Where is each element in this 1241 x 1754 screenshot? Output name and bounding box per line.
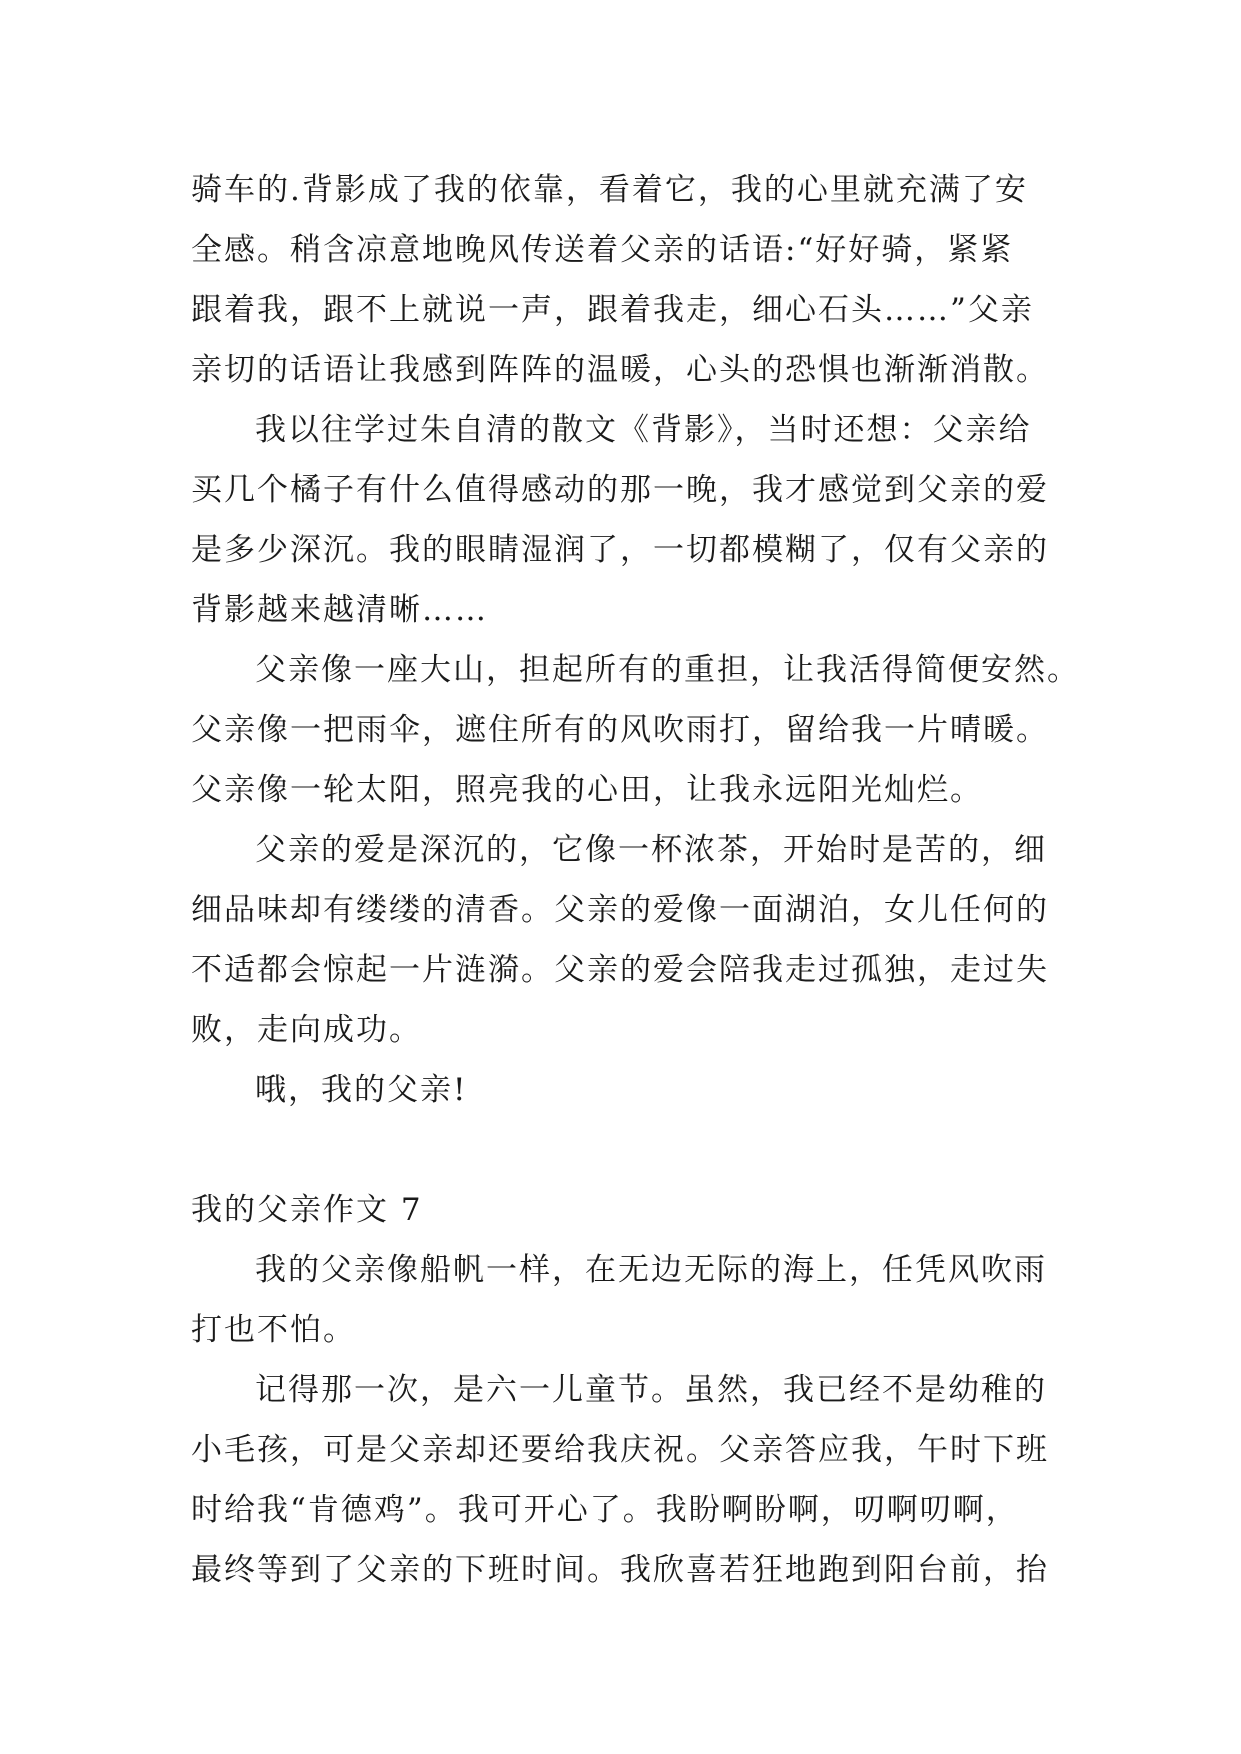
text-line: 父亲像一轮太阳，照亮我的心田，让我永远阳光灿烂。: [191, 772, 983, 808]
text-line: 父亲像一把雨伞，遮住所有的风吹雨打，留给我一片晴暖。: [191, 712, 1049, 748]
text-line: 全感。稍含凉意地晚风传送着父亲的话语:“好好骑，紧紧: [191, 232, 1014, 268]
text-line: 时给我“肯德鸡”。我可开心了。我盼啊盼啊，叨啊叨啊，: [191, 1492, 1019, 1528]
paragraph-beiying: [191, 400, 1061, 640]
text-line: 最终等到了父亲的下班时间。我欣喜若狂地跑到阳台前，抬: [191, 1552, 1049, 1588]
text-line: 细品味却有缕缕的清香。父亲的爱像一面湖泊，女儿任何的: [191, 892, 1049, 928]
text-line: 父亲的爱是深沉的，它像一杯浓茶，开始时是苦的，细: [255, 832, 1047, 868]
text-line: 父亲像一座大山，担起所有的重担，让我活得简便安然。: [255, 652, 1080, 688]
text-line: 我以往学过朱自清的散文《背影》，当时还想：父亲给: [255, 412, 1032, 448]
text-line: 亲切的话语让我感到阵阵的温暖，心头的恐惧也渐渐消散。: [191, 352, 1049, 388]
paragraph-father-like: [191, 640, 1080, 820]
paragraph-father-love: [191, 820, 1061, 1060]
text-line: 败，走向成功。: [191, 1012, 422, 1048]
text-line: 背影越来越清晰……: [191, 592, 488, 628]
paragraph-sail: [191, 1240, 1061, 1360]
text-line: 打也不怕。: [191, 1312, 356, 1348]
paragraph-continued: [191, 160, 1061, 400]
paragraph-exclamation: [191, 1060, 1061, 1120]
paragraph-childrens-day: [191, 1360, 1061, 1600]
text-line: 跟着我，跟不上就说一声，跟着我走，细心石头……”父亲: [191, 292, 1034, 328]
text-line: 记得那一次，是六一儿童节。虽然，我已经不是幼稚的: [255, 1372, 1047, 1408]
text-line: 是多少深沉。我的眼睛湿润了，一切都模糊了，仅有父亲的: [191, 532, 1049, 568]
text-line: 买几个橘子有什么值得感动的那一晚，我才感觉到父亲的爱: [191, 472, 1049, 508]
text-line: 哦，我的父亲!: [255, 1072, 468, 1108]
section-title: 我的父亲作文 7: [191, 1192, 423, 1228]
text-line: 不适都会惊起一片涟漪。父亲的爱会陪我走过孤独，走过失: [191, 952, 1049, 988]
text-line: 我的父亲像船帆一样，在无边无际的海上，任凭风吹雨: [255, 1252, 1047, 1288]
section-spacer: [191, 1120, 1061, 1180]
text-line: 骑车的.背影成了我的依靠，看着它，我的心里就充满了安: [191, 172, 1028, 208]
text-line: 小毛孩，可是父亲却还要给我庆祝。父亲答应我，午时下班: [191, 1432, 1049, 1468]
essay-text: [191, 160, 1080, 1600]
